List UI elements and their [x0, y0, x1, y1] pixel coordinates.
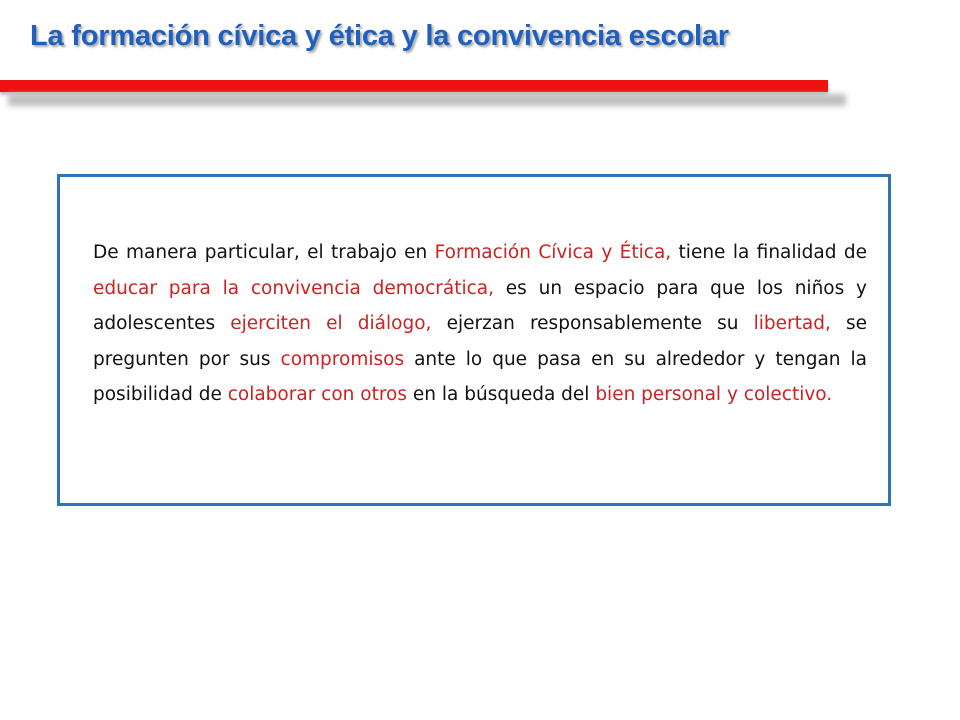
text-segment: es un espacio para que los niños y adolescentes	[93, 277, 867, 334]
text-segment: tiene la finalidad de	[671, 242, 868, 263]
highlight-segment: ejerciten el diálogo,	[230, 313, 432, 334]
title-shadow-bar	[8, 94, 846, 106]
page-title: La formación cívica y ética y la convivencia escolar	[30, 20, 729, 52]
text-segment: en la búsqueda del	[407, 384, 596, 405]
text-segment: ejerzan responsablemente su	[431, 313, 754, 334]
highlight-segment: libertad,	[753, 313, 831, 334]
text-segment: De manera particular, el trabajo en	[93, 242, 435, 263]
highlight-segment: bien personal y colectivo.	[595, 384, 833, 405]
text-segment: se pregunten por sus	[93, 313, 867, 370]
content-box	[57, 174, 891, 506]
text-segment: ante lo que pasa en su alrededor y tengan la posibilidad de	[93, 348, 867, 405]
highlight-segment: educar para la convivencia democrática,	[93, 277, 494, 299]
body-paragraph	[93, 235, 867, 413]
highlight-segment: compromisos	[280, 348, 405, 370]
highlight-segment: Formación Cívica y Ética,	[434, 242, 672, 263]
highlight-segment: colaborar con otros	[227, 384, 408, 405]
title-underline-bar	[0, 80, 828, 92]
